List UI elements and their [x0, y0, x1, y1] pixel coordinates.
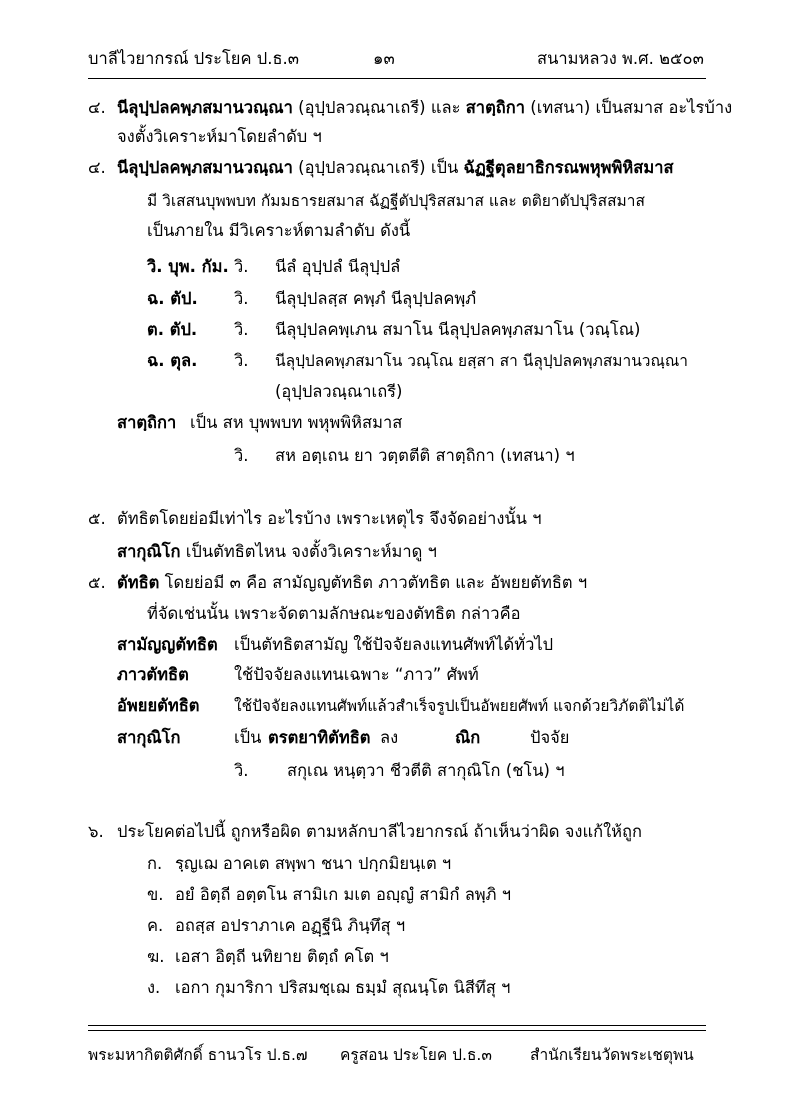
a4-row4-label: ฉ. ตุล.: [147, 351, 198, 370]
a5-sak-pj: ปัจจัย: [530, 728, 570, 747]
q6-item-text: เอกา กุมาริกา ปริสมชฺเฌ ธมฺมํ สุณนฺโต นิสีทึสุ ฯ: [175, 978, 511, 997]
q5-line2: [117, 541, 437, 563]
a5-term: ตัทธิต: [117, 573, 160, 592]
a5-def2-text: ใช้ปัจจัยลงแทนเฉพาะ “ภาว” ศัพท์: [234, 665, 479, 684]
q6-item-text: เอสา อิตฺถี นทิยาย ติตฺถํ คโต ฯ: [175, 947, 389, 966]
a4-desc2: เป็นภายใน มีวิเคราะห์ตามลำดับ ดังนี้: [147, 221, 411, 240]
a4-desc1: มี วิเสสนบุพพบท กัมมธารยสมาส ฉัฏฐีตัปปุริสสมาส และ ตติยาตัปปุริสสมาส: [147, 192, 645, 210]
a4-number: ๔.: [88, 158, 106, 177]
header-left: บาลีไวยากรณ์ ประโยค ป.ธ.๓: [88, 49, 300, 68]
a4-row1-label: วิ. บุพ. กัม.: [147, 257, 229, 276]
a4-sat-desc: เป็น สห บุพพบท พหุพพิหิสมาส: [190, 413, 403, 432]
a5-sak-vi: วิ.: [234, 761, 249, 780]
a4-line1: [117, 157, 674, 179]
a4-row3-label: ต. ตัป.: [147, 320, 198, 339]
q6-number: ๖.: [88, 822, 104, 841]
q4-line1: [117, 97, 732, 119]
a5-text: โดยย่อมี ๓ คือ สามัญญตัทธิต ภาวตัทธิต และ อัพยยตัทธิต ฯ: [164, 573, 588, 592]
q6-line: ประโยคต่อไปนี้ ถูกหรือผิด ตามหลักบาลีไวยากรณ์ ถ้าเห็นว่าผิด จงแก้ให้ถูก: [117, 822, 643, 841]
header-right: สนามหลวง พ.ศ. ๒๕๐๓: [537, 49, 704, 68]
header-rule: [88, 78, 706, 79]
footer-rule-top: [88, 1025, 706, 1026]
a4-row3-vi: วิ.: [234, 320, 249, 339]
q5-line1: ตัทธิตโดยย่อมีเท่าไร อะไรบ้าง เพราะเหตุไร จึงจัดอย่างนั้น ฯ: [117, 509, 542, 528]
a5-def2-term: ภาวตัทธิต: [117, 665, 189, 684]
q6-item-label: ง.: [147, 978, 161, 997]
a4-row2-text: นีลุปฺปลสฺส คพฺภํ นีลุปฺปลคพฺภํ: [275, 289, 477, 308]
q6-item-text: อยํ อิตฺถี อตฺตโน สามิเก มเต อญฺญํ สามิกํ ลพฺภิ ฯ: [175, 885, 512, 904]
a4-row2-label: ฉ. ตัป.: [147, 289, 198, 308]
footer-right: สำนักเรียนวัดพระเชตุพน: [530, 1046, 694, 1064]
q5-number: ๕.: [88, 509, 106, 528]
q4-term2: สาตฺถิกา: [465, 98, 526, 117]
a5-def3-term: อัพยยตัทธิต: [117, 696, 200, 715]
a5-line1: [117, 572, 587, 594]
q4-term1: นีลุปฺปลคพฺภสมานวณฺณา: [117, 98, 293, 117]
a5-def3-text: ใช้ปัจจัยลงแทนศัพท์แล้วสำเร็จรูปเป็นอัพยยศัพท์ แจกด้วยวิภัตติไม่ได้: [234, 697, 685, 715]
q5-text: เป็นตัทธิตไหน จงตั้งวิเคราะห์มาดู ฯ: [185, 542, 437, 561]
a4-row4-vi: วิ.: [234, 351, 249, 370]
a5-sak-pac: ณิก: [455, 728, 481, 747]
a4-paren: (อุปฺปลวณฺณาเถรี) เป็น: [298, 158, 459, 177]
a5-def1-text: เป็นตัทธิตสามัญ ใช้ปัจจัยลงแทนศัพท์ได้ทั่วไป: [234, 635, 554, 654]
a5-sak-long: ลง: [380, 728, 399, 747]
q4-number: ๔.: [88, 98, 106, 117]
footer-left: พระมหากิตติศักดิ์ ธานวโร ป.ธ.๗: [88, 1046, 308, 1064]
a4-type: ฉัฏฐีตุลยาธิกรณพหุพพิหิสมาส: [463, 158, 674, 177]
q4-line2: จงตั้งวิเคราะห์มาโดยลำดับ ฯ: [117, 127, 322, 146]
a5-sak-text: สกุเณ หนฺตฺวา ชีวตีติ สากุณิโก (ชโน) ฯ: [287, 761, 565, 780]
q4-paren2: (เทสนา) เป็นสมาส อะไรบ้าง: [530, 98, 733, 117]
q6-item-label: ก.: [147, 854, 163, 873]
a5-sak-pen: เป็น: [234, 728, 262, 747]
a4-sat-text: สห อตฺเถน ยา วตฺตตีติ สาตฺถิกา (เทสนา) ฯ: [275, 446, 575, 465]
q6-item-label: ฆ.: [147, 947, 165, 966]
a4-sat-term: สาตฺถิกา: [117, 413, 177, 432]
a4-row3-text: นีลุปฺปลคพฺเภน สมาโน นีลุปฺปลคพฺภสมาโน (วณฺโณ): [275, 320, 641, 339]
a4-row1-text: นีลํ อุปฺปลํ นีลุปฺปลํ: [275, 257, 401, 276]
footer-center: ครูสอน ประโยค ป.ธ.๓: [340, 1046, 492, 1064]
q4-paren1: (อุปฺปลวณฺณาเถรี) และ: [298, 98, 461, 117]
a5-number: ๕.: [88, 573, 106, 592]
q5-term: สากุณิโก: [117, 542, 181, 561]
q6-item-text: อถสฺส อปราภาเค อฏฺฐีนิ ภินฺทึสุ ฯ: [175, 916, 406, 935]
a5-line2: ที่จัดเช่นนั้น เพราะจัดตามลักษณะของตัทธิต กล่าวคือ: [147, 604, 521, 623]
a5-sak-type: ตรตยาทิตัทธิต: [268, 728, 371, 747]
header-page-number: ๑๓: [373, 49, 395, 68]
a5-def1-term: สามัญญตัทธิต: [117, 635, 218, 654]
a4-term: นีลุปฺปลคพฺภสมานวณฺณา: [117, 158, 293, 177]
a4-row4-text2: (อุปฺปลวณฺณาเถรี): [275, 382, 403, 401]
a4-row2-vi: วิ.: [234, 289, 249, 308]
q6-item-text: รฺญเฌ อาคเต สพฺพา ชนา ปกฺกมิยนฺเต ฯ: [175, 854, 452, 873]
a4-sat-vi: วิ.: [234, 446, 249, 465]
a4-row1-vi: วิ.: [234, 257, 249, 276]
a4-row4-text: นีลุปฺปลคพฺภสมาโน วณฺโณ ยสฺสา สา นีลุปฺปลคพฺภสมานวณฺณา: [275, 352, 688, 370]
q6-item-label: ข.: [147, 885, 164, 904]
q6-item-label: ค.: [147, 916, 164, 935]
footer-rule-bottom: [88, 1030, 706, 1031]
a5-sak-term: สากุณิโก: [117, 728, 181, 747]
